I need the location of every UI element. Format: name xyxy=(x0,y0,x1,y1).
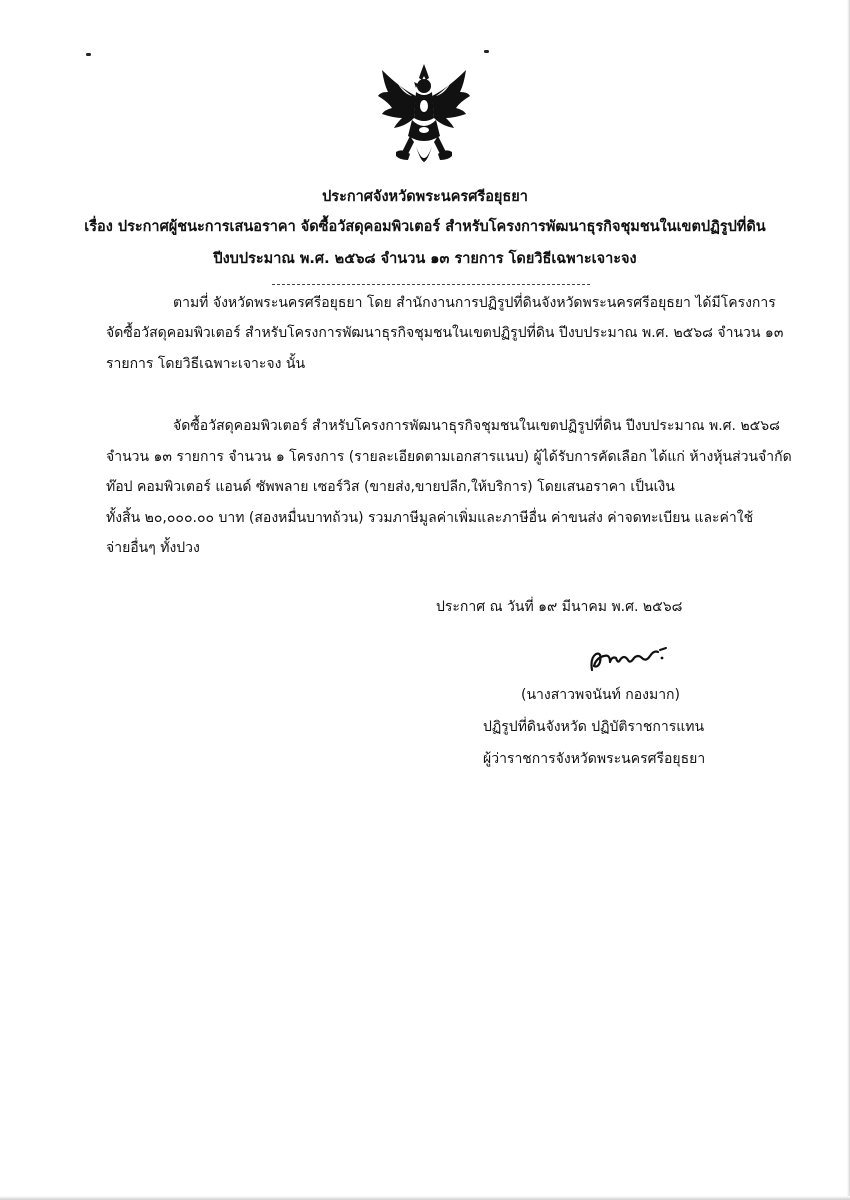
signatory-name: (นางสาวพจนันท์ กองมาก) xyxy=(521,687,680,703)
subject-line-2: ปีงบประมาณ พ.ศ. ๒๕๖๘ จำนวน ๑๓ รายการ โดยวิธีเฉพาะเจาะจง xyxy=(213,251,637,267)
scan-speck xyxy=(484,50,489,53)
scan-edge xyxy=(0,1196,850,1200)
paragraph-1-line-2: จัดซื้อวัสดุคอมพิวเตอร์ สำหรับโครงการพัฒนาธุรกิจชุมชนในเขตปฏิรูปที่ดิน ปีงบประมาณ พ.ศ. ๒๕๖๘ จำนวน ๑๓ xyxy=(106,325,784,341)
paragraph-1-line-1: ตามที่ จังหวัดพระนครศรีอยุธยา โดย สำนักงานการปฏิรูปที่ดินจังหวัดพระนครศรีอยุธยา ได้มีโครงการ xyxy=(173,295,776,311)
paragraph-1-line-3: รายการ โดยวิธีเฉพาะเจาะจง นั้น xyxy=(106,356,306,372)
title-divider xyxy=(272,284,590,285)
handwritten-signature xyxy=(586,644,676,674)
paragraph-2-line-1: จัดซื้อวัสดุคอมพิวเตอร์ สำหรับโครงการพัฒนาธุรกิจชุมชนในเขตปฏิรูปที่ดิน ปีงบประมาณ พ.ศ. ๒๕๖๘ xyxy=(173,418,780,434)
announcement-date: ประกาศ ณ วันที่ ๑๙ มีนาคม พ.ศ. ๒๕๖๘ xyxy=(436,599,683,615)
signatory-position-2: ผู้ว่าราชการจังหวัดพระนครศรีอยุธยา xyxy=(483,751,706,767)
paragraph-2-line-3: ท๊อป คอมพิวเตอร์ แอนด์ ซัพพลาย เซอร์วิส (ขายส่ง,ขายปลีก,ให้บริการ) โดยเสนอราคา เป็นเงิน xyxy=(106,479,675,495)
garuda-emblem-icon xyxy=(378,62,470,170)
paragraph-2-line-4: ทั้งสิ้น ๒๐,๐๐๐.๐๐ บาท (สองหมื่นบาทถ้วน) รวมภาษีมูลค่าเพิ่มและภาษีอื่น ค่าขนส่ง ค่าจดทะเบียน และค่าใช้ xyxy=(106,510,754,526)
subject-line-1: เรื่อง ประกาศผู้ชนะการเสนอราคา จัดซื้อวัสดุคอมพิวเตอร์ สำหรับโครงการพัฒนาธุรกิจชุมชนในเขตปฏิรูปที่ดิน xyxy=(84,219,766,235)
document-title: ประกาศจังหวัดพระนครศรีอยุธยา xyxy=(322,189,528,205)
signatory-position-1: ปฏิรูปที่ดินจังหวัด ปฏิบัติราชการแทน xyxy=(483,719,705,735)
scan-speck xyxy=(86,53,91,56)
paragraph-2-line-2: จำนวน ๑๓ รายการ จำนวน ๑ โครงการ (รายละเอียดตามเอกสารแนบ) ผู้ได้รับการคัดเลือก ได้แก่ ห้างหุ้นส่วนจำกัด xyxy=(106,449,792,465)
paragraph-2-line-5: จ่ายอื่นๆ ทั้งปวง xyxy=(106,540,200,556)
